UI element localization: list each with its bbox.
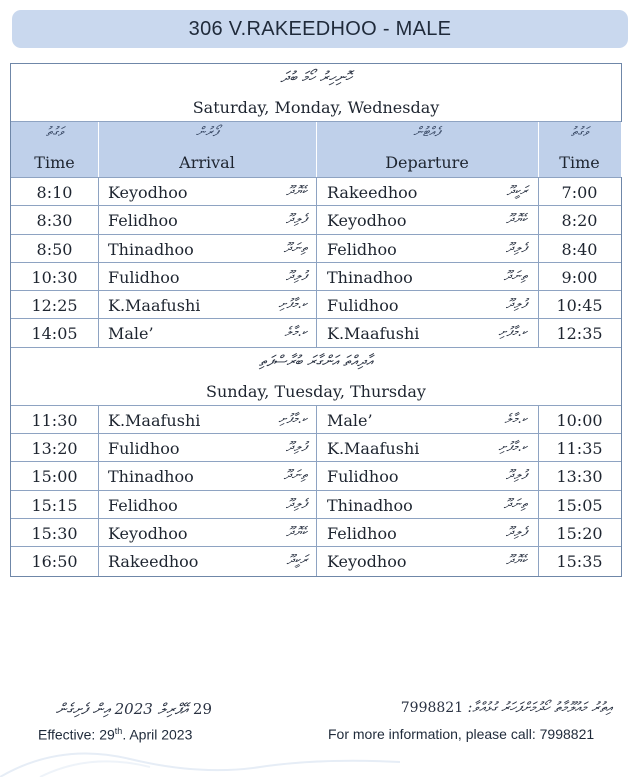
decorative-wave xyxy=(0,737,642,777)
departure-island-dhivehi: ކ.މާފުށި xyxy=(498,325,527,341)
departure-island-dhivehi: ފުލިދޫ xyxy=(505,297,527,313)
column-header-time-left-label: Time xyxy=(34,153,75,172)
table-row xyxy=(11,206,621,234)
column-divider xyxy=(98,291,99,318)
arrival-time: 15:30 xyxy=(31,523,78,543)
departure-time: 15:05 xyxy=(556,495,603,515)
arrival-island: Fulidhoo xyxy=(108,439,180,459)
section-days: Saturday, Monday, Wednesday xyxy=(192,98,440,117)
departure-island-dhivehi: ކެޔޮދޫ xyxy=(506,212,527,228)
route-title: 306 V.RAKEEDHOO - MALE xyxy=(188,17,452,40)
arrival-island: Fulidhoo xyxy=(108,267,180,287)
departure-island: Thinadhoo xyxy=(327,267,413,287)
effective-prefix: Effective: 29 xyxy=(38,726,115,743)
arrival-time: 8:50 xyxy=(36,239,73,259)
arrival-island-dhivehi: ފުލިދޫ xyxy=(285,268,307,284)
arrival-time: 15:15 xyxy=(31,495,78,515)
column-header-time-left xyxy=(11,122,99,177)
section-days-dhivehi: ހޮނިހިރު ހޯމަ ބުދަ xyxy=(280,68,352,86)
column-divider xyxy=(98,547,99,575)
arrival-island: Rakeedhoo xyxy=(108,552,199,572)
departure-island-dhivehi: ރަކީދޫ xyxy=(506,184,527,199)
info-dhivehi-phone: 7998821 xyxy=(400,700,464,716)
departure-island: Keyodhoo xyxy=(327,552,407,572)
effective-dhivehi-text: އޭޕްރިލް 2023 އިން ފެށިގެން xyxy=(55,700,189,718)
column-header-departure-label: Departure xyxy=(385,153,469,172)
departure-time: 15:35 xyxy=(556,552,603,572)
arrival-time: 15:00 xyxy=(31,467,78,487)
column-header-time-right xyxy=(538,122,622,177)
departure-time: 12:35 xyxy=(556,324,603,344)
column-divider xyxy=(316,462,317,489)
arrival-island: Felidhoo xyxy=(108,495,178,515)
arrival-time: 16:50 xyxy=(31,552,78,572)
column-header-arrival-label: Arrival xyxy=(179,153,235,172)
column-header-time-right-dhivehi: ވަގުތު xyxy=(570,125,589,140)
departure-island: K.Maafushi xyxy=(327,439,420,459)
departure-time: 9:00 xyxy=(561,267,598,287)
departure-island: Rakeedhoo xyxy=(327,183,418,202)
column-divider xyxy=(98,263,99,290)
arrival-time: 13:20 xyxy=(31,439,78,459)
departure-time: 7:00 xyxy=(561,183,598,202)
info-dhivehi-text: އިތުރު މައުލޫމާތު ހޯދުމަށްފަހަރު ގުޅުއްވާ: xyxy=(467,700,612,716)
effective-rest: . April 2023 xyxy=(122,726,193,743)
effective-suffix: th xyxy=(114,726,123,736)
section-days: Sunday, Tuesday, Thursday xyxy=(206,381,426,401)
departure-time: 8:20 xyxy=(561,211,598,231)
departure-time: 15:20 xyxy=(556,523,603,543)
table-row xyxy=(11,263,621,291)
departure-island: Thinadhoo xyxy=(327,495,413,515)
column-divider xyxy=(98,235,99,262)
column-divider xyxy=(316,235,317,262)
column-divider xyxy=(316,519,317,546)
table-row xyxy=(11,291,621,319)
arrival-time: 12:25 xyxy=(31,296,78,316)
departure-island-dhivehi: ފެލިދޫ xyxy=(505,240,527,256)
section-days-header xyxy=(11,348,621,406)
column-divider xyxy=(98,462,99,489)
arrival-island-dhivehi: ތިނަދޫ xyxy=(283,468,307,484)
column-divider xyxy=(98,434,99,461)
arrival-island: Male’ xyxy=(108,324,154,344)
arrival-time: 10:30 xyxy=(31,267,78,287)
departure-time: 10:00 xyxy=(556,410,603,430)
table-row xyxy=(11,178,621,206)
section-days-dhivehi: އާދިއްތަ އަންގާރަ ބުރާސްފަތި xyxy=(259,351,373,370)
departure-time: 13:30 xyxy=(556,467,603,487)
departure-island-dhivehi: ކ.މާލެ xyxy=(504,411,527,427)
column-header-row xyxy=(11,122,621,178)
arrival-time: 8:30 xyxy=(36,211,73,231)
arrival-island-dhivehi: ކެޔޮދޫ xyxy=(286,184,307,199)
table-row xyxy=(11,434,621,462)
arrival-island-dhivehi: ކ.މާލެ xyxy=(284,325,307,341)
column-divider xyxy=(316,206,317,233)
departure-island: Male’ xyxy=(327,410,373,430)
departure-time: 8:40 xyxy=(561,239,598,259)
departure-island: K.Maafushi xyxy=(327,324,420,344)
arrival-time: 8:10 xyxy=(36,183,73,202)
departure-island: Fulidhoo xyxy=(327,296,399,316)
table-row xyxy=(11,235,621,263)
arrival-island-dhivehi: ފެލިދޫ xyxy=(285,496,307,512)
effective-dhivehi-day: 29 xyxy=(192,700,212,718)
arrival-island-dhivehi: ކ.މާފުށި xyxy=(278,297,307,313)
table-row xyxy=(11,547,621,575)
arrival-island: Thinadhoo xyxy=(108,239,194,259)
departure-island: Felidhoo xyxy=(327,523,397,543)
table-row xyxy=(11,519,621,547)
column-divider xyxy=(316,178,317,205)
departure-island: Keyodhoo xyxy=(327,211,407,231)
table-row xyxy=(11,406,621,434)
departure-island-dhivehi: ކ.މާފުށި xyxy=(498,440,527,456)
arrival-island-dhivehi: ކ.މާފުށި xyxy=(278,411,307,427)
departure-island-dhivehi: ތިނަދޫ xyxy=(503,496,527,512)
section-days-header xyxy=(11,64,621,122)
column-divider xyxy=(98,178,99,205)
departure-island-dhivehi: ފެލިދޫ xyxy=(505,524,527,540)
column-header-time-right-label: Time xyxy=(559,153,600,172)
route-title-bar xyxy=(12,10,628,48)
column-divider xyxy=(316,491,317,518)
arrival-island-dhivehi: ތިނަދޫ xyxy=(283,240,307,256)
column-divider xyxy=(316,406,317,433)
table-row xyxy=(11,491,621,519)
column-divider xyxy=(316,319,317,346)
arrival-time: 14:05 xyxy=(31,324,78,344)
column-header-departure xyxy=(316,122,539,177)
column-divider xyxy=(98,319,99,346)
column-divider xyxy=(98,519,99,546)
schedule-table xyxy=(10,63,622,577)
info-line: For more information, please call: 7998821 xyxy=(328,726,595,742)
arrival-island-dhivehi: ކެޔޮދޫ xyxy=(286,524,307,540)
column-divider xyxy=(98,491,99,518)
column-header-arrival xyxy=(98,122,317,177)
column-header-arrival-dhivehi: ފޯރުން xyxy=(195,125,219,140)
column-divider xyxy=(98,206,99,233)
departure-island: Fulidhoo xyxy=(327,467,399,487)
arrival-island-dhivehi: ފެލިދޫ xyxy=(285,212,307,228)
departure-island: Felidhoo xyxy=(327,239,397,259)
effective-date-dhivehi xyxy=(30,700,212,718)
arrival-island: K.Maafushi xyxy=(108,296,201,316)
departure-island-dhivehi: ކެޔޮދޫ xyxy=(506,553,527,569)
arrival-island: Keyodhoo xyxy=(108,183,188,202)
departure-island-dhivehi: ތިނަދޫ xyxy=(503,268,527,284)
column-divider xyxy=(316,547,317,575)
column-header-time-left-dhivehi: ވަގުތު xyxy=(45,125,64,140)
departure-island-dhivehi: ފުލިދޫ xyxy=(505,468,527,484)
table-row xyxy=(11,462,621,490)
arrival-island-dhivehi: ރަކީދޫ xyxy=(286,553,307,569)
arrival-island: Felidhoo xyxy=(108,211,178,231)
arrival-island: Keyodhoo xyxy=(108,523,188,543)
table-row xyxy=(11,319,621,347)
arrival-island-dhivehi: ފުލިދޫ xyxy=(285,440,307,456)
column-divider xyxy=(316,263,317,290)
column-divider xyxy=(316,291,317,318)
departure-time: 11:35 xyxy=(556,439,603,459)
column-header-departure-dhivehi: ފެއްޓުން xyxy=(413,125,441,140)
arrival-time: 11:30 xyxy=(31,410,78,430)
departure-time: 10:45 xyxy=(556,296,603,316)
column-divider xyxy=(98,406,99,433)
info-dhivehi xyxy=(312,700,612,716)
arrival-island: K.Maafushi xyxy=(108,410,201,430)
arrival-island: Thinadhoo xyxy=(108,467,194,487)
column-divider xyxy=(316,434,317,461)
